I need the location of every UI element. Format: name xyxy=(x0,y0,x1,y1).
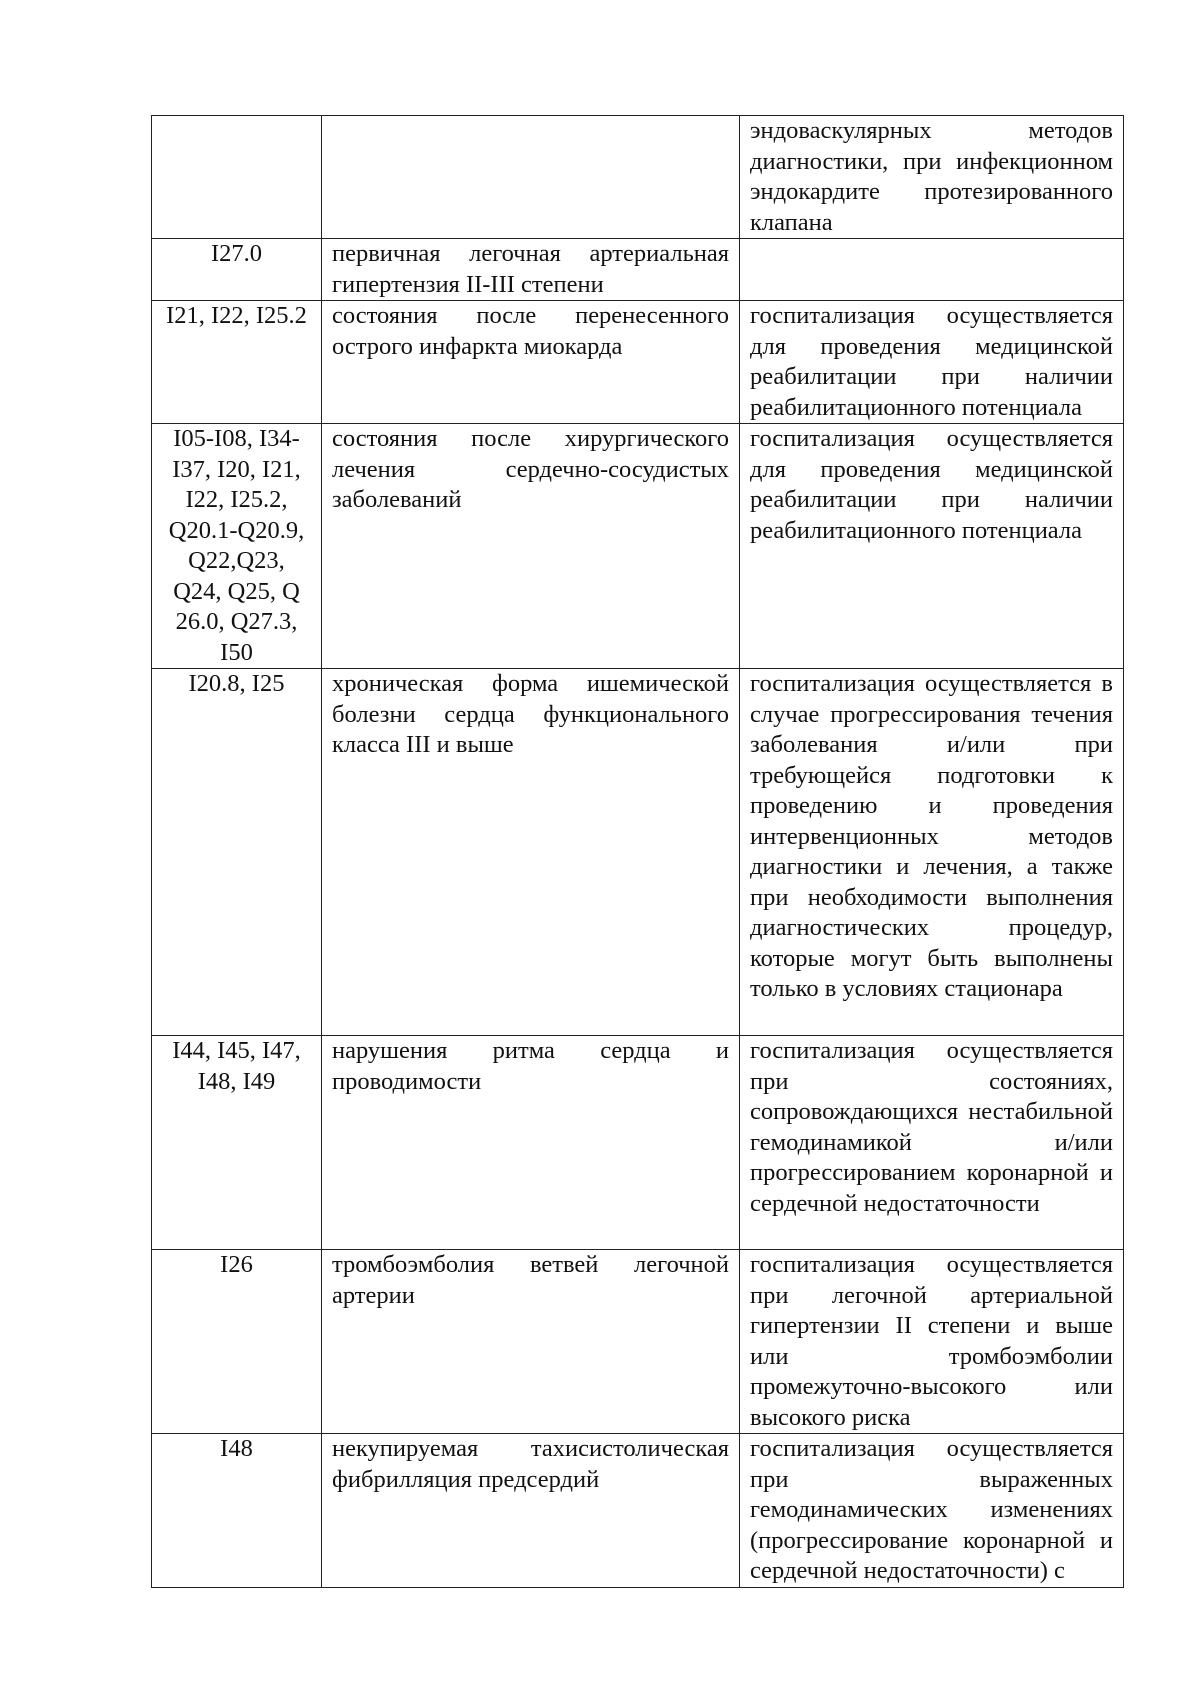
icd-code-cell: I20.8, I25 xyxy=(152,669,322,1036)
icd-code-cell xyxy=(152,116,322,239)
icd-code-cell: I48 xyxy=(152,1434,322,1588)
condition-cell: состояния после перенесенного острого инфаркта миокарда xyxy=(322,301,740,424)
table-row xyxy=(152,239,1124,301)
table-row xyxy=(152,116,1124,239)
hospitalization-note-cell: госпитализация осуществляется при легочной артериальной гипертензии II степени и выше или тромбоэмболии промежуточно-высокого или высокого риска xyxy=(740,1250,1124,1434)
table-row xyxy=(152,1036,1124,1250)
hospitalization-note-cell: госпитализация осуществляется для проведения медицинской реабилитации при наличии реабилитационного потенциала xyxy=(740,301,1124,424)
condition-cell xyxy=(322,116,740,239)
condition-cell: состояния после хирургического лечения сердечно-сосудистых заболеваний xyxy=(322,424,740,669)
icd-code-cell: I05-I08, I34-I37, I20, I21, I22, I25.2, Q20.1-Q20.9, Q22,Q23, Q24, Q25, Q 26.0, Q27.3, I50 xyxy=(152,424,322,669)
table-row xyxy=(152,1434,1124,1588)
hospitalization-note-cell: госпитализация осуществляется в случае прогрессирования течения заболевания и/или при требующейся подготовки к проведению и проведения интервенционных методов диагностики и лечения, а также при необходимости выполнения диагностических процедур, которые могут быть выполнены только в условиях стационара xyxy=(740,669,1124,1036)
icd-code-cell: I26 xyxy=(152,1250,322,1434)
table-row xyxy=(152,301,1124,424)
hospitalization-note-cell xyxy=(740,239,1124,301)
table-row xyxy=(152,1250,1124,1434)
icd-code-cell: I21, I22, I25.2 xyxy=(152,301,322,424)
condition-cell: хроническая форма ишемической болезни сердца функционального класса III и выше xyxy=(322,669,740,1036)
hospitalization-note-cell: госпитализация осуществляется при состояниях, сопровождающихся нестабильной гемодинамикой и/или прогрессированием коронарной и сердечной недостаточности xyxy=(740,1036,1124,1250)
diagnosis-table xyxy=(151,115,1124,1588)
condition-cell: тромбоэмболия ветвей легочной артерии xyxy=(322,1250,740,1434)
hospitalization-note-cell: эндоваскулярных методов диагностики, при инфекционном эндокардите протезированного клапана xyxy=(740,116,1124,239)
hospitalization-note-cell: госпитализация осуществляется при выраженных гемодинамических изменениях (прогрессирование коронарной и сердечной недостаточности) с xyxy=(740,1434,1124,1588)
table-row xyxy=(152,669,1124,1036)
table-row xyxy=(152,424,1124,669)
icd-code-cell: I27.0 xyxy=(152,239,322,301)
condition-cell: нарушения ритма сердца и проводимости xyxy=(322,1036,740,1250)
condition-cell: некупируемая тахисистолическая фибрилляция предсердий xyxy=(322,1434,740,1588)
hospitalization-note-cell: госпитализация осуществляется для проведения медицинской реабилитации при наличии реабилитационного потенциала xyxy=(740,424,1124,669)
condition-cell: первичная легочная артериальная гипертензия II-III степени xyxy=(322,239,740,301)
icd-code-cell: I44, I45, I47, I48, I49 xyxy=(152,1036,322,1250)
